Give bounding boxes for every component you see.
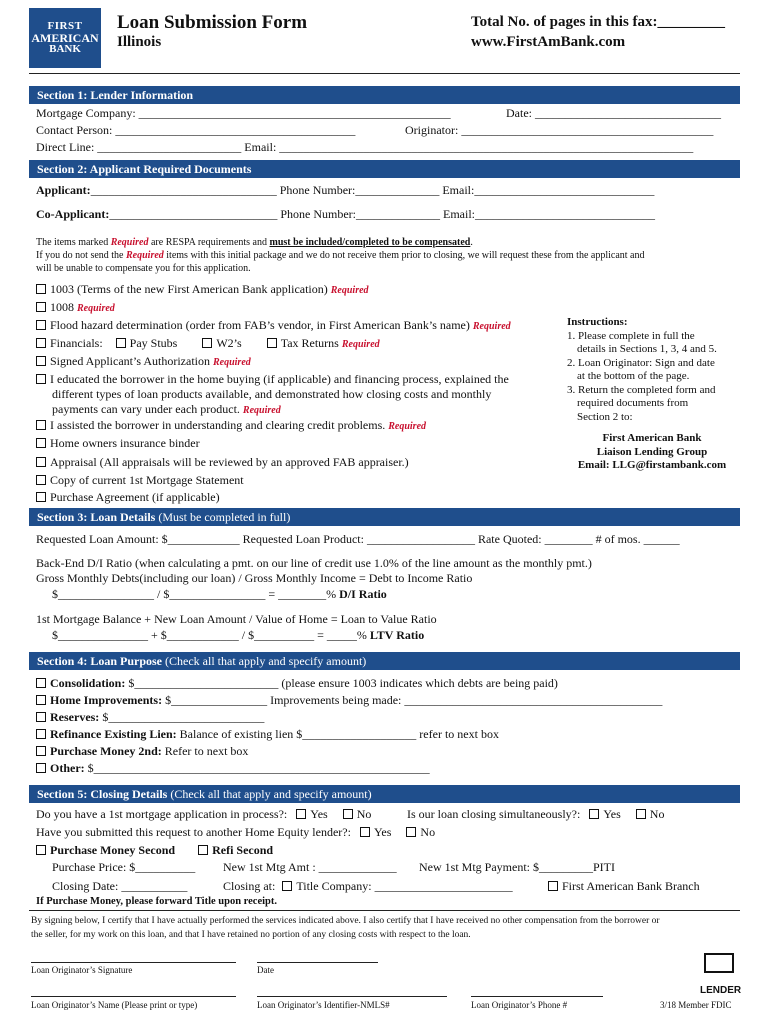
logo-line-3: BANK [49,43,81,55]
dti-line-2: Gross Monthly Debts(including our loan) / Gross Monthly Income = Debt to Income Ratio [36,571,473,585]
dti-line-1: Back-End D/I Ratio (when calculating a pmt. on our line of credit use 1.0% of the line amount as the monthly pmt.) [36,556,592,570]
doc-item-label: 1003 (Terms of the new First American Bank application) [50,282,328,296]
doc-item-mortgage-statement[interactable] [36,473,244,488]
section-4-title: Section 4: Loan Purpose [37,654,163,668]
doc-item-label: Purchase Agreement (if applicable) [50,490,220,504]
name-label: Loan Originator’s Name (Please print or type) [31,1000,198,1010]
new-mtg-payment-field[interactable]: New 1st Mtg Payment: $_________PITI [419,860,615,874]
required-tag: Required [212,357,251,368]
nmls-line[interactable] [257,996,447,997]
signature-line[interactable] [31,962,236,963]
checkbox-refi-second[interactable] [198,845,208,855]
checkbox-title-company[interactable] [282,881,292,891]
yes-label: Yes [603,807,621,821]
checkbox[interactable] [36,438,46,448]
contact-person-field[interactable]: Contact Person: ________________________________________ [36,123,356,137]
checkbox-taxreturns[interactable] [267,338,277,348]
home-impr-field[interactable]: $________________ Improvements being made: ___________________________________________ [165,693,663,707]
name-line[interactable] [31,996,236,997]
instructions-line-2: details in Sections 1, 3, 4 and 5. [577,343,717,355]
checkbox[interactable] [36,678,46,688]
doc-item-label: Home owners insurance binder [50,436,200,450]
notice-line2-b: items with this initial package and we do not receive them prior to closing, we will request these from the applicant and [166,250,645,261]
section-3-note: (Must be completed in full) [158,510,291,524]
checkbox[interactable] [36,492,46,502]
doc-item-insurance[interactable] [36,436,200,451]
dti-calc[interactable]: $________________ / $________________ = ________% [52,587,337,601]
doc-item-purchase-agreement[interactable] [36,490,220,505]
purpose-consolidation[interactable] [36,676,558,691]
fab-branch-label: First American Bank Branch [562,879,700,893]
checkbox[interactable] [36,320,46,330]
form-title: Loan Submission Form [117,12,308,33]
refinance-label: Refinance Existing Lien: [50,727,177,741]
closing-at-label: Closing at: [223,879,276,893]
member-fdic-label: 3/18 Member FDIC [660,1000,732,1010]
instructions-org-1: First American Bank [602,432,702,444]
closing-q3-label: Have you submitted this request to another Home Equity lender?: [36,825,351,839]
required-tag: Required [472,321,511,332]
equal-housing-icon [704,953,734,973]
instructions-line-1: 1. Please complete in full the [567,329,695,342]
financials-label: Financials: [50,336,103,350]
instructions-box [567,316,737,473]
pms-label: Purchase Money Second [50,843,176,857]
instructions-line-5: 3. Return the completed form and [567,383,716,396]
instructions-line-6: required documents from [577,397,689,409]
purchase-label: Purchase Money 2nd: [50,744,162,758]
paystubs-label: Pay Stubs [129,336,178,350]
section-5-title: Section 5: Closing Details [37,787,168,801]
ltv-calc-row[interactable] [52,628,424,643]
required-tag: Required [242,405,281,416]
phone-label: Loan Originator’s Phone # [471,1000,568,1010]
instructions-line-7: Section 2 to: [577,410,633,423]
checkbox-q3-no[interactable] [406,827,416,837]
checkbox[interactable] [36,356,46,366]
instructions-line-3: 2. Loan Originator: Sign and date [567,356,715,369]
doc-item-appraisal[interactable] [36,455,409,470]
checkbox[interactable] [36,712,46,722]
doc-item-label: Copy of current 1st Mortgage Statement [50,473,244,487]
checkbox[interactable] [36,763,46,773]
consolidation-field[interactable]: $________________________ (please ensure 1003 indicates which debts are being paid) [128,676,558,690]
checkbox-q2-yes[interactable] [589,809,599,819]
purchase-note: Refer to next box [164,744,249,758]
other-label: Other: [50,761,85,775]
date-field[interactable]: Date: _______________________________ [506,106,721,120]
date-line[interactable] [257,962,378,963]
doc-item-1003[interactable] [36,282,369,298]
section-4-header [29,652,740,670]
respa-notice-line-2 [36,249,644,262]
instructions-line-4: at the bottom of the page. [577,370,690,382]
new-mtg-amt-field[interactable]: New 1st Mtg Amt : _____________ [223,860,397,874]
date-label: Date [257,965,274,975]
consolidation-label: Consolidation: [50,676,126,690]
notice-text-a: The items marked [36,237,109,248]
doc-item-authorization[interactable] [36,354,251,370]
section-5-header [29,785,740,803]
fax-pages-field[interactable]: Total No. of pages in this fax:_________ [471,14,726,30]
closing-at-row [223,879,513,894]
instructions-email[interactable]: Email: LLG@firstambank.com [577,459,727,471]
doc-item-educated[interactable] [36,372,509,387]
title-company-field[interactable]: Title Company: _______________________ [296,879,513,893]
checkbox[interactable] [36,420,46,430]
section-1-title: Section 1: Lender Information [37,88,194,102]
section-4-note: (Check all that apply and specify amount) [165,654,367,668]
taxreturns-label: Tax Returns [280,336,339,350]
instructions-org-2: Liaison Lending Group [596,445,708,458]
doc-item-educated-l3 [52,402,281,418]
purpose-purchase-money[interactable] [36,744,248,759]
coapplicant-label: Co-Applicant: [36,207,110,221]
respa-notice-line-1: The items marked Required are RESPA requirements and must be included/completed to be compensated. [36,237,473,248]
no-label: No [420,825,436,839]
closing-q1-label: Do you have a 1st mortgage application in process?: [36,807,288,821]
section-1-header [29,86,740,104]
nmls-label: Loan Originator’s Identifier-NMLS# [257,1000,390,1010]
notice-text-c: must be included/completed to be compensated [269,237,471,248]
reserves-field[interactable]: $__________________________ [102,710,265,724]
doc-item-label: Signed Applicant’s Authorization [50,354,210,368]
logo-line-2: AMERICAN [31,31,99,45]
checkbox-fab-branch[interactable] [548,881,558,891]
coapplicant-row[interactable] [36,207,655,222]
doc-item-financials[interactable] [36,336,380,352]
phone-line[interactable] [471,996,603,997]
checkbox-purchase-money-second[interactable] [36,845,46,855]
checkbox-q3-yes[interactable] [360,827,370,837]
yes-label: Yes [310,807,328,821]
checkbox[interactable] [36,338,46,348]
checkbox-paystubs[interactable] [116,338,126,348]
logo-line-1: FIRST [47,20,83,32]
checkbox[interactable] [36,475,46,485]
section-5-note: (Check all that apply and specify amount) [170,787,372,801]
purpose-home-improvements[interactable] [36,693,662,708]
notice-line2-a: If you do not send the [36,250,124,261]
notice-text-b: are RESPA requirements and [150,237,267,248]
dti-calc-row[interactable] [52,587,387,602]
doc-item-label: Flood hazard determination (order from FAB’s vendor, in First American Bank’s name) [50,318,470,332]
no-label: No [356,807,372,821]
dti-label: D/I Ratio [339,587,387,601]
section-2-title: Section 2: Applicant Required Documents [37,162,252,176]
notice-required-word: Required [110,237,149,248]
equal-housing-lender-text: LENDER [700,985,742,996]
checkbox[interactable] [36,374,46,384]
required-tag: Required [388,421,427,432]
applicant-row[interactable] [36,183,654,198]
doc-item-label: I educated the borrower in the home buying (if applicable) and financing process, explained the [50,372,509,386]
section-3-title: Section 3: Loan Details [37,510,156,524]
section-3-header [29,508,740,526]
ltv-label: LTV Ratio [369,628,425,642]
mortgage-company-field[interactable]: Mortgage Company: ____________________________________________________ [36,106,451,120]
notice-line2-required: Required [126,250,164,261]
ltv-calc[interactable]: $_______________ + $____________ / $__________ = _____% [52,628,367,642]
closing-q2-row [407,807,664,822]
respa-notice-line-3: will be unable to compensate you for this application. [36,263,251,274]
required-tag: Required [77,303,115,314]
ltv-line-1: 1st Mortgage Balance + New Loan Amount / Value of Home = Loan to Value Ratio [36,612,437,626]
purchase-money-note: If Purchase Money, please forward Title upon receipt. [36,896,278,907]
closing-q3-row [36,825,435,840]
closing-q1-row [36,807,371,822]
certification-line-1: By signing below, I certify that I have actually performed the services indicated above. I also certify that I have received no other compensation from the borrower or [31,916,660,926]
form-state: Illinois [117,34,162,50]
w2-label: W2’s [216,336,242,350]
loan-details-row[interactable]: Requested Loan Amount: $____________ Requested Loan Product: __________________ Rate Quoted: ________ # of mos. ______ [36,532,680,546]
originator-field[interactable]: Originator: __________________________________________ [405,123,714,137]
purpose-reserves[interactable] [36,710,264,725]
doc-item-label: I assisted the borrower in understanding and clearing credit problems. [50,418,386,432]
signature-label: Loan Originator’s Signature [31,965,133,975]
checkbox[interactable] [36,284,46,294]
closing-date-field[interactable]: Closing Date: ___________ [52,879,188,893]
educated-l3-text: payments can vary under each product. [52,402,240,416]
fab-branch-row [548,879,700,894]
doc-item-1008[interactable] [36,300,115,316]
direct-line-email-field[interactable]: Direct Line: ________________________ Email: _____________________________________________________________________ [36,140,694,154]
bank-logo [29,8,101,68]
checkbox[interactable] [36,302,46,312]
section-5-divider [29,910,740,911]
website-link[interactable]: www.FirstAmBank.com [471,34,626,50]
second-type-row [36,843,273,858]
checkbox-w2[interactable] [202,338,212,348]
closing-q2-label: Is our loan closing simultaneously?: [407,807,581,821]
purchase-price-field[interactable]: Purchase Price: $__________ [52,860,196,874]
other-field[interactable]: $________________________________________________________ [87,761,430,775]
section-2-header [29,160,740,178]
coapplicant-fields[interactable]: ____________________________ Phone Number:______________ Email:______________________________ [109,207,655,221]
checkbox[interactable] [36,695,46,705]
doc-item-credit[interactable] [36,418,426,434]
doc-item-label: 1008 [50,300,74,314]
instructions-title: Instructions: [567,316,628,328]
purpose-other[interactable] [36,761,430,776]
checkbox[interactable] [36,746,46,756]
yes-label: Yes [373,825,392,839]
checkbox-q1-yes[interactable] [296,809,306,819]
checkbox-q2-no[interactable] [636,809,646,819]
refi-label: Refi Second [212,843,274,857]
required-tag: Required [330,285,369,296]
checkbox[interactable] [36,457,46,467]
applicant-fields[interactable]: _______________________________ Phone Number:______________ Email:______________________________ [90,183,655,197]
purpose-refinance[interactable] [36,727,499,742]
no-label: No [649,807,665,821]
home-impr-label: Home Improvements: [50,693,163,707]
doc-item-flood[interactable] [36,318,511,334]
doc-item-educated-l2: different types of loan products available, and demonstrated how closing costs and monthly [52,387,492,401]
applicant-label: Applicant: [36,183,91,197]
required-tag: Required [341,339,380,350]
header-divider [29,73,740,74]
doc-item-label: Appraisal (All appraisals will be reviewed by an approved FAB appraiser.) [50,455,409,469]
reserves-label: Reserves: [50,710,100,724]
certification-line-2: the seller, for my work on this loan, and that I have retained no portion of any closing costs with respect to the loan. [31,930,471,940]
refinance-field[interactable]: Balance of existing lien $___________________ refer to next box [179,727,499,741]
checkbox[interactable] [36,729,46,739]
checkbox-q1-no[interactable] [343,809,353,819]
